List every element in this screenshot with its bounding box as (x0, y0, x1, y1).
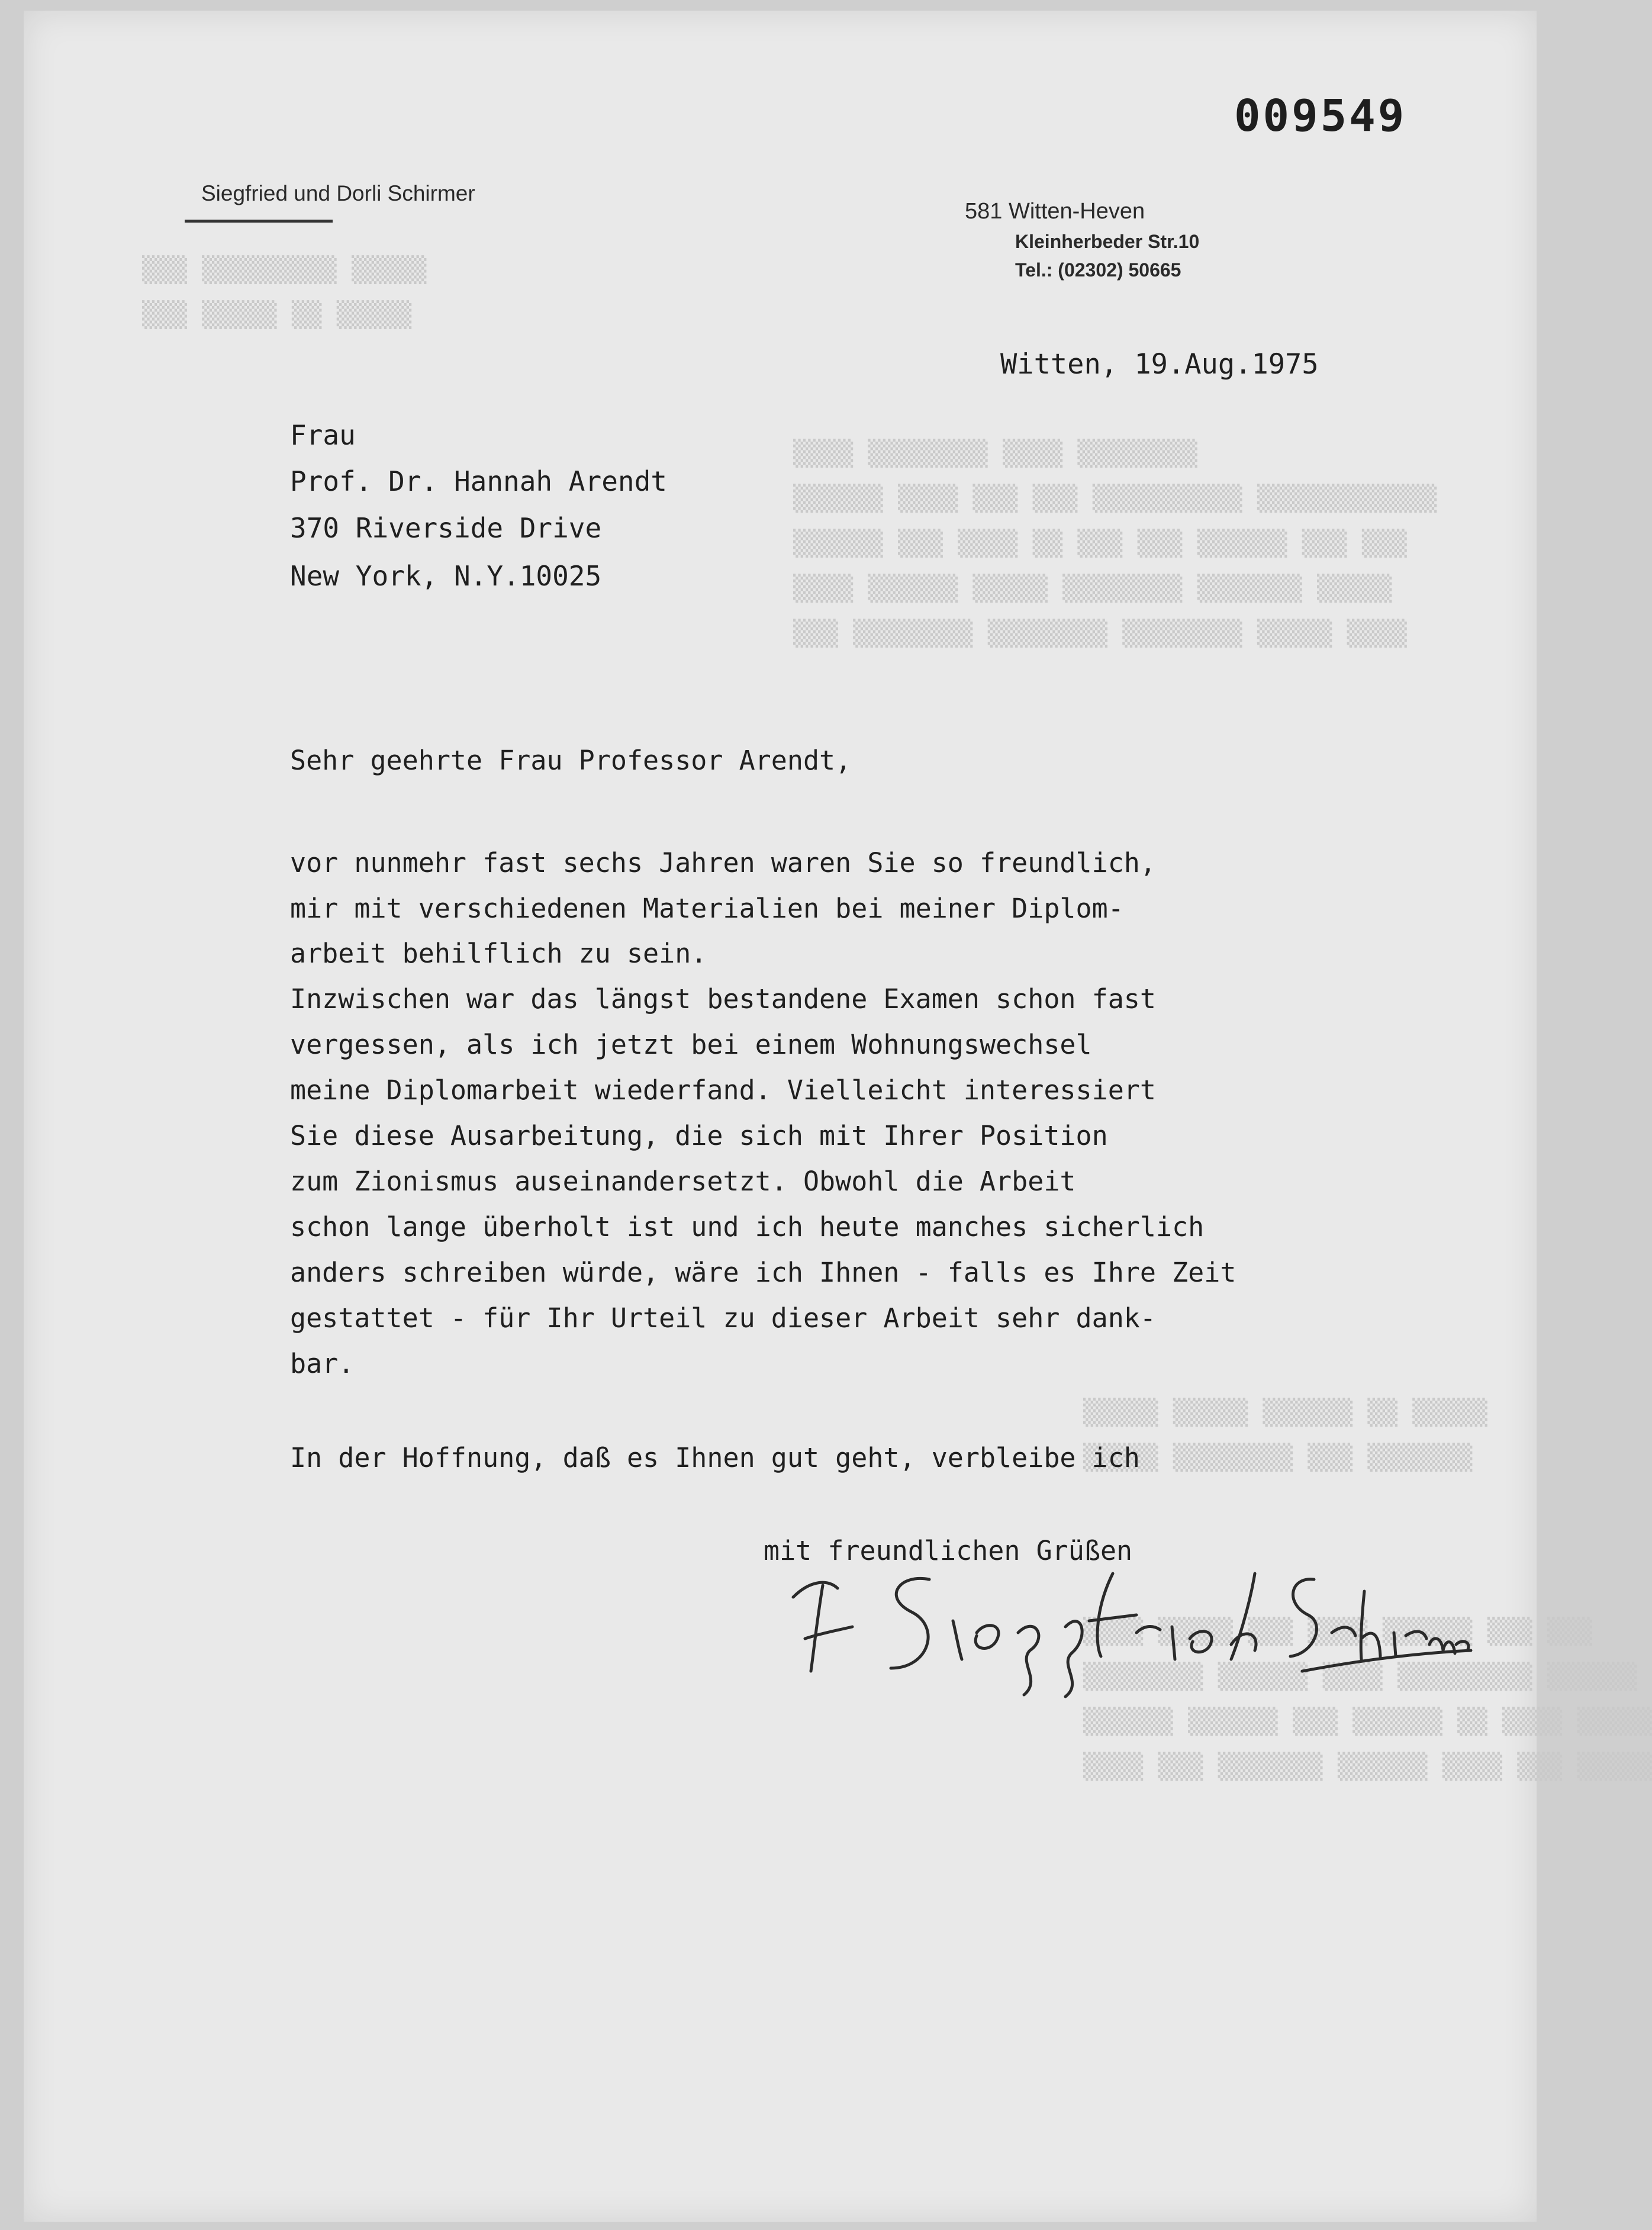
recipient-line: Frau (290, 419, 356, 451)
sender-street: Kleinherbeder Str.10 (1015, 231, 1200, 252)
body-line: arbeit behilflich zu sein. (290, 938, 707, 969)
sender-phone: Tel.: (02302) 50665 (1015, 259, 1181, 281)
bleed-through-text: ▒▒▒▒▒ ▒▒▒▒▒ ▒▒▒▒▒▒ ▒▒ ▒▒▒▒▒ ▒▒▒▒▒ ▒▒▒▒▒▒▒▒ ▒▒▒ ▒▒▒▒▒▒▒ (1083, 1398, 1487, 1472)
body-line: schon lange überholt ist und ich heute manches sicherlich (290, 1211, 1205, 1243)
recipient-line: New York, N.Y.10025 (290, 560, 602, 592)
body-line: Sie diese Ausarbeitung, die sich mit Ihrer Position (290, 1120, 1108, 1151)
signature-image (781, 1556, 1474, 1698)
body-line: meine Diplomarbeit wiederfand. Vielleicht interessiert (290, 1074, 1156, 1106)
date-line: Witten, 19.Aug.1975 (1000, 348, 1319, 381)
bleed-through-text: ▒▒▒▒ ▒▒▒▒▒ ▒▒▒ ▒▒▒▒ ▒▒▒▒▒▒ ▒▒▒ ▒▒▒ ▒▒▒▒▒▒▒▒ ▒▒▒▒▒▒ ▒▒▒▒ ▒▒▒▒▒▒▒▒▒ ▒▒▒▒▒▒ ▒▒▒▒▒▒ ▒▒▒▒▒▒ ▒▒▒ ▒▒▒▒▒▒ ▒▒ ▒▒▒▒ ▒▒▒▒▒ ▒▒▒▒ ▒▒▒ ▒▒▒▒▒▒▒ ▒▒▒▒▒▒ ▒▒▒▒ ▒▒▒ ▒▒▒▒▒ (1083, 1617, 1652, 1781)
bleed-through-text: ▒▒▒▒ ▒▒▒▒▒▒▒▒ ▒▒▒▒ ▒▒▒▒▒▒▒▒ ▒▒▒▒▒▒ ▒▒▒▒ ▒▒▒ ▒▒▒ ▒▒▒▒▒▒▒▒▒▒ ▒▒▒▒▒▒▒▒▒▒▒▒ ▒▒▒▒▒▒ ▒▒▒ ▒▒▒▒ ▒▒ ▒▒▒ ▒▒▒ ▒▒▒▒▒▒ ▒▒▒ ▒▒▒ ▒▒▒▒ ▒▒▒▒▒▒ ▒▒▒▒▒ ▒▒▒▒▒▒▒▒ ▒▒▒▒▒▒▒ ▒▒▒▒▒ ▒▒▒ ▒▒▒▒▒▒▒▒ ▒▒▒▒▒▒▒▒ ▒▒▒▒▒▒▒▒ ▒▒▒▒▒ ▒▒▒▒ (793, 439, 1437, 648)
salutation: Sehr geehrte Frau Professor Arendt, (290, 745, 852, 776)
body-line: mir mit verschiedenen Materialien bei meiner Diplom- (290, 893, 1124, 924)
body-line: anders schreiben würde, wäre ich Ihnen - falls es Ihre Zeit (290, 1257, 1236, 1288)
body-line: vergessen, als ich jetzt bei einem Wohnungswechsel (290, 1029, 1092, 1060)
sender-city: 581 Witten-Heven (965, 199, 1145, 224)
regards-line: mit freundlichen Grüßen (764, 1535, 1133, 1566)
body-line: vor nunmehr fast sechs Jahren waren Sie so freundlich, (290, 847, 1156, 879)
recipient-line: Prof. Dr. Hannah Arendt (290, 465, 667, 497)
letter-page (24, 11, 1652, 2222)
body-line: zum Zionismus auseinandersetzt. Obwohl die Arbeit (290, 1166, 1076, 1197)
archive-number: 009549 (1234, 91, 1407, 141)
sender-name: Siegfried und Dorli Schirmer (201, 181, 475, 205)
sender-underline (185, 220, 333, 223)
recipient-line: 370 Riverside Drive (290, 512, 602, 544)
closing-line: In der Hoffnung, daß es Ihnen gut geht, verbleibe ich (290, 1442, 1140, 1473)
body-line: Inzwischen war das längst bestandene Examen schon fast (290, 983, 1156, 1015)
body-line: gestattet - für Ihr Urteil zu dieser Arbeit sehr dank- (290, 1302, 1156, 1334)
bleed-through-text: ▒▒▒ ▒▒▒▒▒▒▒▒▒ ▒▒▒▒▒ ▒▒▒ ▒▒▒▒▒ ▒▒ ▒▒▒▒▒ (142, 255, 427, 329)
body-line: bar. (290, 1348, 355, 1379)
